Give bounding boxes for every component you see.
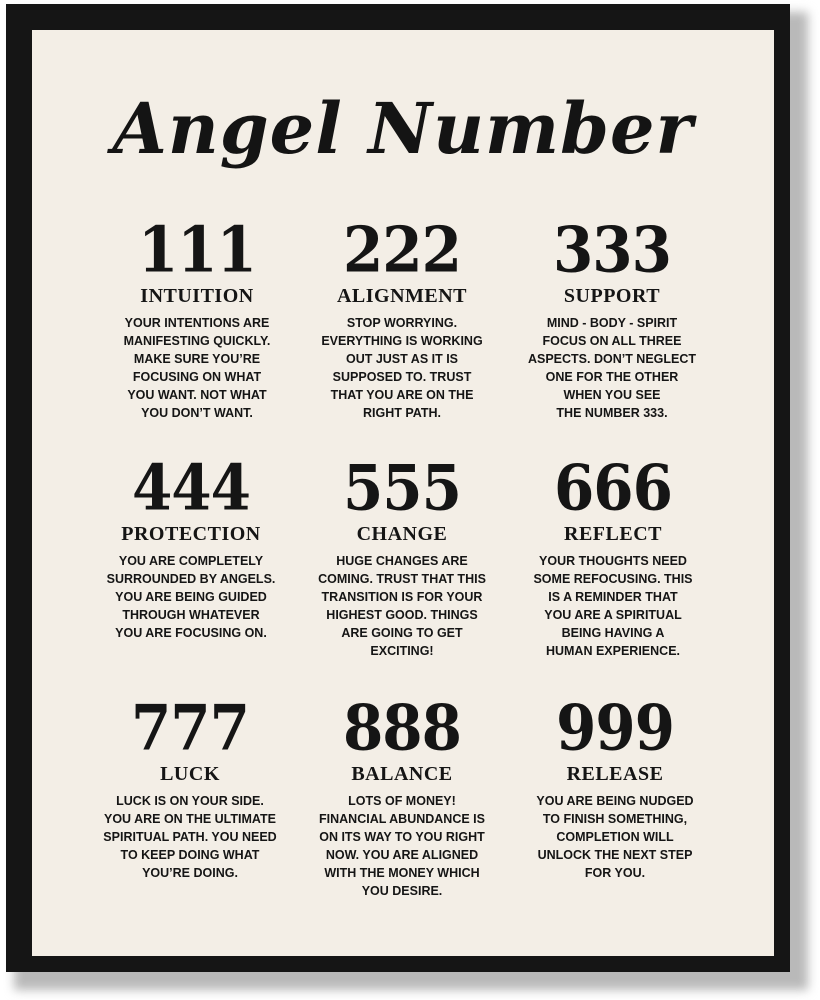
description-line: RIGHT PATH. [362,406,441,420]
card-heading: LUCK [160,763,220,785]
description-line: LUCK IS ON YOUR SIDE. [116,794,264,808]
description-line: ONE FOR THE OTHER [545,370,679,384]
angel-number: 888 [342,691,462,765]
description-line: YOU DON’T WANT. [141,406,253,420]
card-heading: REFLECT [564,523,662,545]
description-line: TO FINISH SOMETHING, [542,812,688,826]
description-line: MAKE SURE YOU’RE [133,352,261,366]
card-description [510,792,720,882]
poster-frame [6,4,790,972]
card-heading: PROTECTION [121,523,261,545]
angel-number: 999 [555,691,675,765]
card-description [297,552,507,660]
card-666 [508,451,718,660]
description-line: YOU DESIRE. [361,884,443,898]
card-description [297,792,507,900]
description-line: BEING HAVING A [561,626,665,640]
description-line: MIND - BODY - SPIRIT [546,316,678,330]
poster-title: Angel Number [112,87,694,170]
card-222 [297,213,507,422]
description-line: YOUR THOUGHTS NEED [539,554,687,568]
description-line: YOU’RE DOING. [142,866,238,880]
description-line: YOU ARE BEING GUIDED [115,590,267,604]
card-description [86,552,296,642]
description-line: IS A REMINDER THAT [548,590,678,604]
angel-number: 444 [131,451,251,525]
description-line: TRANSITION IS FOR YOUR [321,590,483,604]
description-line: STOP WORRYING. [346,316,458,330]
card-description [508,552,718,660]
card-111 [92,213,302,422]
description-line: UNLOCK THE NEXT STEP [537,848,693,862]
description-line: YOU ARE BEING NUDGED [536,794,694,808]
description-line: FOCUS ON ALL THREE [542,334,682,348]
description-line: WHEN YOU SEE [563,388,661,402]
description-line: THROUGH WHATEVER [122,608,260,622]
card-description [85,792,295,882]
description-line: YOU ARE ON THE ULTIMATE [104,812,276,826]
card-333 [507,213,717,422]
description-line: FINANCIAL ABUNDANCE IS [319,812,485,826]
card-description [507,314,717,422]
description-line: ASPECTS. DON’T NEGLECT [527,352,697,366]
description-line: EVERYTHING IS WORKING [321,334,483,348]
description-line: YOUR INTENTIONS ARE [124,316,270,330]
card-heading: RELEASE [566,763,664,785]
angel-number: 777 [130,691,250,765]
description-line: TO KEEP DOING WHAT [120,848,260,862]
description-line: LOTS OF MONEY! [348,794,456,808]
angel-number: 666 [553,451,673,525]
description-line: OUT JUST AS IT IS [345,352,459,366]
card-heading: CHANGE [356,523,448,545]
description-line: FOCUSING ON WHAT [132,370,262,384]
card-description [297,314,507,422]
description-line: YOU ARE FOCUSING ON. [115,626,267,640]
description-line: ON ITS WAY TO YOU RIGHT [319,830,485,844]
description-line: HUMAN EXPERIENCE. [545,644,681,658]
description-line: ARE GOING TO GET [341,626,463,640]
description-line: HIGHEST GOOD. THINGS [326,608,478,622]
description-line: SPIRITUAL PATH. YOU NEED [103,830,277,844]
description-line: SOME REFOCUSING. THIS [533,572,693,586]
description-line: SUPPOSED TO. TRUST [332,370,472,384]
description-line: EXCITING! [370,644,434,658]
card-heading: BALANCE [351,763,453,785]
description-line: THAT YOU ARE ON THE [330,388,474,402]
card-777 [85,691,295,882]
card-444 [86,451,296,642]
card-heading: SUPPORT [563,285,661,307]
angel-number: 333 [552,213,672,287]
card-heading: ALIGNMENT [336,285,468,307]
description-line: WITH THE MONEY WHICH [324,866,480,880]
card-description [92,314,302,422]
description-line: SURROUNDED BY ANGELS. [106,572,276,586]
description-line: COMING. TRUST THAT THIS [318,572,486,586]
description-line: NOW. YOU ARE ALIGNED [325,848,479,862]
description-line: YOU ARE COMPLETELY [118,554,264,568]
card-888 [297,691,507,900]
card-555 [297,451,507,660]
description-line: YOU WANT. NOT WHAT [127,388,267,402]
description-line: COMPLETION WILL [556,830,674,844]
description-line: HUGE CHANGES ARE [336,554,468,568]
card-heading: INTUITION [140,285,254,307]
description-line: MANIFESTING QUICKLY. [123,334,271,348]
angel-number: 222 [342,213,462,287]
description-line: YOU ARE A SPIRITUAL [544,608,682,622]
description-line: FOR YOU. [584,866,646,880]
description-line: THE NUMBER 333. [556,406,668,420]
card-999 [510,691,720,882]
angel-number: 555 [342,451,462,525]
poster-mat [32,30,774,956]
angel-number: 111 [137,213,257,287]
